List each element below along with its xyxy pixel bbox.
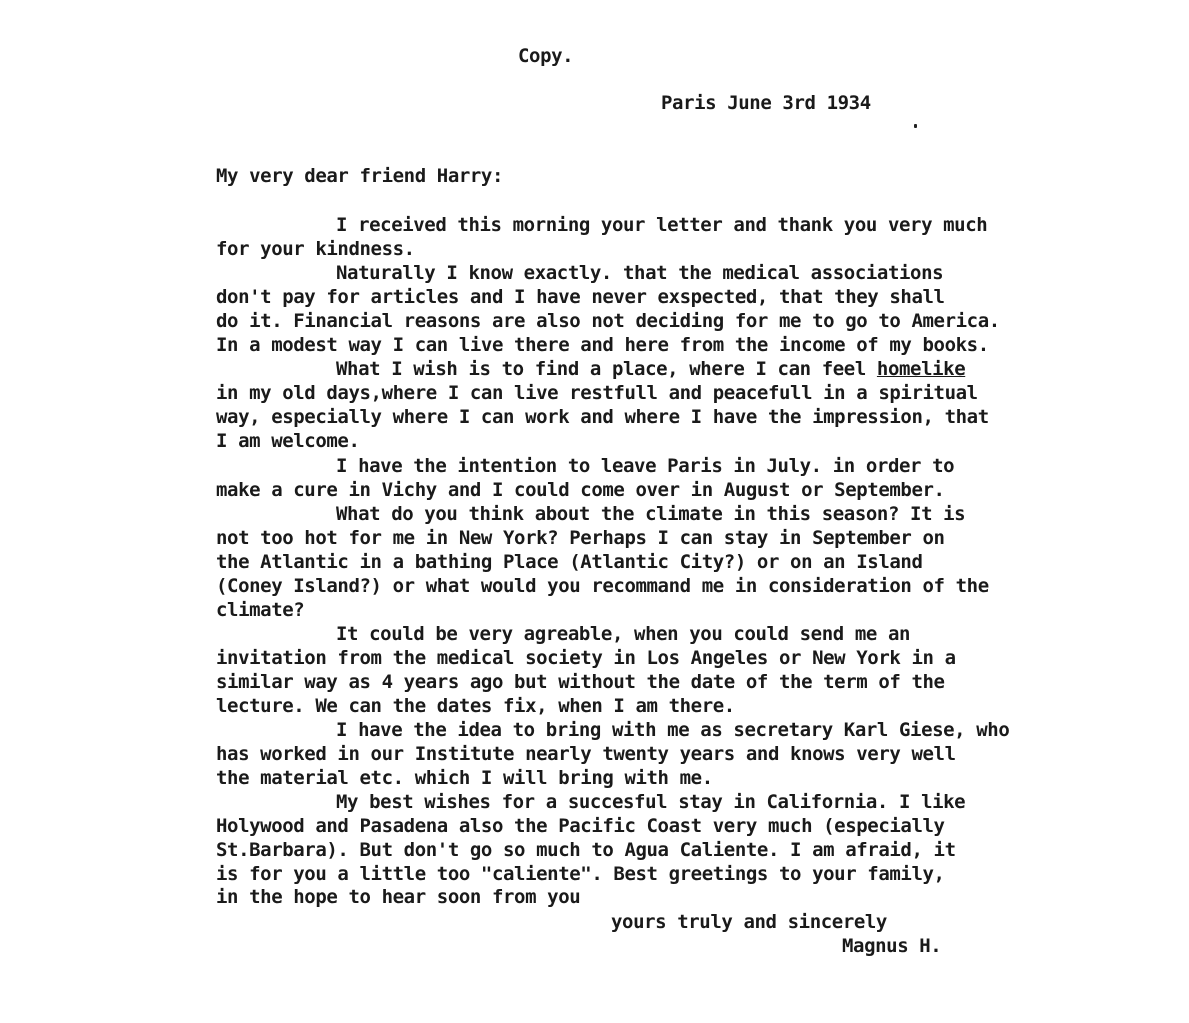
body-line: invitation from the medical society in Los Angeles or New York in a <box>216 647 956 669</box>
body-line: I have the intention to leave Paris in July. in order to <box>336 455 955 477</box>
body-line <box>336 358 965 381</box>
body-line: don't pay for articles and I have never exspected, that they shall <box>216 286 945 308</box>
body-line: not too hot for me in New York? Perhaps I can stay in September on <box>216 527 945 549</box>
body-line: In a modest way I can live there and here from the income of my books. <box>216 334 989 356</box>
body-line: similar way as 4 years ago but without the date of the term of the <box>216 671 945 693</box>
body-line: St.Barbara). But don't go so much to Agua Caliente. I am afraid, it <box>216 839 956 861</box>
body-line: Holywood and Pasadena also the Pacific Coast very much (especially <box>216 815 945 837</box>
body-line: I am welcome. <box>216 430 360 452</box>
body-line: for your kindness. <box>216 238 415 260</box>
copy-label: Copy. <box>518 45 574 67</box>
body-line-text: What I wish is to find a place, where I can feel <box>336 358 877 380</box>
letter-date: Paris June 3rd 1934 <box>661 92 871 114</box>
body-line: I have the idea to bring with me as secretary Karl Giese, who <box>336 719 1010 741</box>
body-line: What do you think about the climate in this season? It is <box>336 503 966 525</box>
body-line: in my old days,where I can live restfull and peacefull in a spiritual <box>216 382 978 404</box>
body-line: make a cure in Vichy and I could come over in August or September. <box>216 479 945 501</box>
body-line: climate? <box>216 599 305 621</box>
body-line: the material etc. which I will bring with me. <box>216 767 713 789</box>
body-line: do it. Financial reasons are also not deciding for me to go to America. <box>216 310 1000 332</box>
body-line: It could be very agreable, when you could send me an <box>336 623 911 645</box>
body-line: the Atlantic in a bathing Place (Atlantic City?) or on an Island <box>216 551 923 573</box>
body-line: My best wishes for a succesful stay in California. I like <box>336 791 966 813</box>
salutation: My very dear friend Harry: <box>216 165 504 187</box>
underlined-word: homelike <box>876 358 966 380</box>
body-line: (Coney Island?) or what would you recommand me in consideration of the <box>216 575 989 597</box>
signature: Magnus H. <box>842 935 942 957</box>
ink-speck <box>914 124 917 128</box>
valediction: yours truly and sincerely <box>611 911 887 933</box>
body-line: I received this morning your letter and thank you very much <box>336 214 988 236</box>
body-line: way, especially where I can work and where I have the impression, that <box>216 406 989 428</box>
body-line: in the hope to hear soon from you <box>216 886 581 908</box>
body-line: Naturally I know exactly. that the medical associations <box>336 262 944 284</box>
body-line: is for you a little too "caliente". Best greetings to your family, <box>216 863 945 885</box>
body-line: lecture. We can the dates fix, when I am there. <box>216 695 735 717</box>
body-line: has worked in our Institute nearly twenty years and knows very well <box>216 743 956 765</box>
